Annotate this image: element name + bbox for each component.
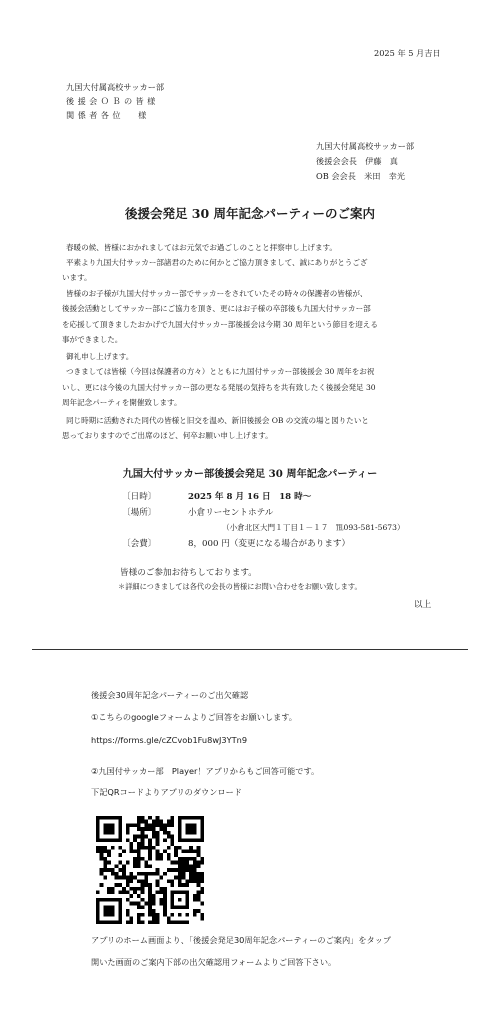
venue-address: （小倉北区大門１丁目１－１７ ℡093-581-5673） (222, 523, 405, 532)
recipient-line: 九国大付属高校サッカー部 (66, 82, 165, 92)
qr-code-image[interactable] (96, 816, 204, 924)
venue-label: 〔場所〕 (122, 508, 157, 518)
date-label: 〔日時〕 (122, 492, 157, 502)
body-line: 御礼申し上げます。 (66, 352, 134, 361)
body-line: います。 (62, 273, 92, 282)
section-divider (32, 649, 468, 650)
detail-note: ＊詳細につきましては各代の会長の皆様にお問い合わせをお願い致します。 (118, 582, 362, 591)
body-line: を応援して頂きましたおかげで九国大付サッカー部後援会は今期 30 周年という節目を迎える (62, 320, 378, 329)
event-title: 九国大付サッカー部後援会発足 30 周年記念パーティー (122, 468, 378, 480)
body-line: いし、更には今後の九国大付サッカー部の更なる発展の気持ちを共有致したく後援会発足 30 (62, 383, 376, 392)
rsvp-heading: 後援会30周年記念パーティーのご出欠確認 (91, 690, 249, 700)
rsvp-option-app: ②九国付サッカー部 Player！アプリからもご回答可能です。 (91, 766, 320, 776)
body-line: 皆様のお子様が九国大付サッカー部でサッカーをされていたその時々の保護者の皆様が、 (66, 289, 368, 298)
body-line: 同じ時期に活動された同代の皆様と旧交を温め、新旧後援会 OB の交流の場と図りたいと (66, 416, 369, 425)
sender-line: 後援会会長 伊藤 真 (316, 156, 398, 166)
closing-text: 皆様のご参加お待ちしております。 (120, 568, 257, 578)
body-line: つきましては皆様（今回は保護者の方々）とともに九国付サッカー部後援会 30 周年をお祝 (66, 367, 375, 376)
venue-value: 小倉リーセントホテル (188, 508, 274, 518)
app-instruction-line: アプリのホーム画面より、「後援会発足30周年記念パーティーのご案内」をタップ (91, 935, 392, 945)
body-line: 周年記念パーティを開催致します。 (62, 398, 182, 407)
body-line: 事ができました。 (62, 335, 123, 344)
body-line: 後援会活動としてサッカー部にご協力を頂き、更にはお子様の卒部後も九国大付サッカー部 (62, 304, 371, 313)
sender-line: 九国大付属高校サッカー部 (316, 141, 415, 151)
fee-value: 8，000 円（変更になる場合があります） (188, 539, 351, 549)
letter-title: 後援会発足 30 周年記念パーティーのご案内 (124, 206, 376, 221)
fee-label: 〔会費〕 (122, 539, 157, 549)
rsvp-option-form: ①こちらのgoogleフォームよりご回答をお願いします。 (91, 712, 297, 722)
app-instruction-line: 開いた画面のご案内下部の出欠確認用フォームよりご回答下さい。 (91, 957, 337, 967)
end-mark: 以上 (414, 600, 432, 610)
body-line: 思っておりますのでご出席のほど、何卒お願い申し上げます。 (62, 431, 273, 440)
sender-line: OB 会会長 米田 幸光 (316, 171, 406, 181)
qr-download-label: 下記QRコードよりアプリのダウンロード (91, 787, 242, 797)
form-link[interactable]: https://forms.gle/cZCvob1Fu8wJ3YTn9 (91, 735, 248, 745)
recipient-line: 後 援 会 Ｏ Ｂ の 皆 様 (66, 96, 156, 106)
letter-date: 2025 年 5 月吉日 (374, 48, 441, 58)
recipient-line: 関 係 者 各 位 様 (66, 110, 147, 120)
body-line: 春暖の候、皆様におかれましてはお元気でお過ごしのことと拝察申し上げます。 (66, 243, 337, 252)
body-line: 平素より九国大付サッカー部諸君のために何かとご協力頂きまして、誠にありがとうござ (66, 258, 368, 267)
date-value: 2025 年 8 月 16 日 18 時～ (188, 492, 312, 502)
